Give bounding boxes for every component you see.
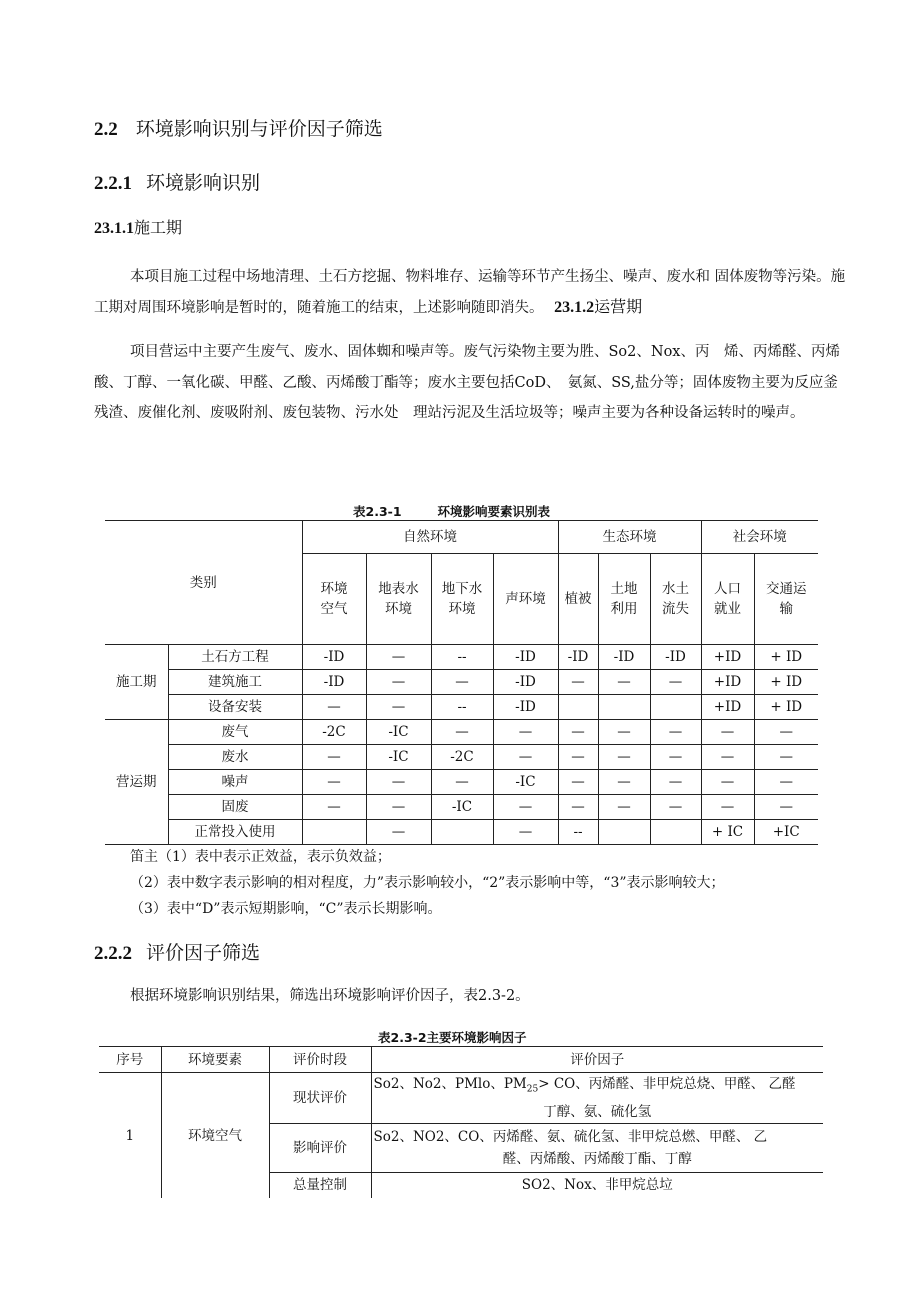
column-header: 序号 [99, 1047, 161, 1073]
table-cell: — [598, 745, 650, 770]
section-title: 环境影响识别与评价因子筛选 [135, 118, 383, 140]
table-cell: — [493, 820, 558, 845]
table-cell: -- [558, 820, 598, 845]
note-line: （2）表中数字表示影响的相对程度，力”表示影响较小，“2”表示影响中等，“3”表示影响较大； [130, 875, 725, 891]
table-cell: — [431, 770, 493, 795]
cell-text: 人口 [714, 581, 741, 597]
evaluation-period: 影响评价 [269, 1123, 371, 1172]
table-cell: + IC [701, 820, 754, 845]
table-cell [598, 820, 650, 845]
phase-label: 营运期 [105, 720, 168, 845]
header-row [99, 1047, 823, 1073]
table-cell: — [366, 695, 431, 720]
evaluation-factors: SO2、Nox、非甲烷总垃 [371, 1172, 823, 1198]
column-header [598, 554, 650, 645]
table-cell: -IC [366, 720, 431, 745]
table-cell: — [558, 745, 598, 770]
section-number: 23.1.1 [94, 220, 134, 237]
table-cell: -ID [598, 645, 650, 670]
table-cell: — [701, 795, 754, 820]
table-cell: — [650, 670, 701, 695]
table-cell: -ID [558, 645, 598, 670]
cell-text: So2、NO2、CO、丙烯醛、氨、硫化氢、非甲烷总燃、甲醛、 乙 [373, 1128, 768, 1145]
section-heading-2-2 [94, 114, 383, 141]
table-notes [130, 844, 850, 922]
table-cell: — [302, 795, 366, 820]
group-header: 社会环境 [701, 521, 818, 554]
table-row [105, 695, 818, 720]
table-cell: — [701, 720, 754, 745]
cell-text: 地下水 [441, 581, 483, 597]
table-cell: -IC [431, 795, 493, 820]
paragraph-screening: 根据环境影响识别结果，筛选出环境影响评价因子，表2.3-2。 [130, 988, 530, 1004]
table-row [99, 1073, 823, 1124]
cell-text: So2、No2、PMlo、PM [373, 1076, 527, 1092]
table-cell: + ID [754, 645, 818, 670]
paragraph-text: 项目营运中主要产生废气、废水、固体蜘和噪声等。废气污染物主要为胜、So2、Nox、丙 烯、丙烯醛、丙烯酸、丁醇、一氧化碳、甲醛、乙酸、丙烯酸丁酯等；废水主要包括CoD、 氨氮、SS,盐分等；固体废物主要为反应釜残渣、废催化剂、废吸附剂、废包装物、污水处 理站污泥及生活垃圾等；噪声主要为各种设备运转时的噪声。 [94, 344, 840, 421]
column-header [366, 554, 431, 645]
table-cell: -2C [302, 720, 366, 745]
cell-text: 丁醇、氨、硫化氢 [543, 1103, 652, 1120]
paragraph-operation [94, 337, 846, 429]
section-title: 评价因子筛选 [146, 942, 261, 964]
column-header: 评价因子 [371, 1047, 823, 1073]
table-cell: — [558, 770, 598, 795]
phase-label: 施工期 [105, 645, 168, 720]
row-item: 废气 [168, 720, 302, 745]
table-row [105, 670, 818, 695]
paragraph-construction [94, 262, 846, 323]
table-cell: +ID [701, 645, 754, 670]
row-index: 1 [99, 1073, 161, 1199]
table-cell: — [558, 720, 598, 745]
table-cell: — [598, 770, 650, 795]
table-cell: — [650, 770, 701, 795]
table-cell: + ID [754, 670, 818, 695]
cell-text: 流失 [662, 601, 689, 617]
cell-text: 环境 [448, 601, 476, 617]
column-header [493, 554, 558, 645]
table-cell: — [754, 745, 818, 770]
table-cell: — [701, 770, 754, 795]
table-cell: +ID [701, 695, 754, 720]
table-cell: — [431, 720, 493, 745]
cell-text: 醛、丙烯酸、丙烯酸丁酯、丁醇 [502, 1150, 692, 1167]
cell-text: 土地 [610, 581, 638, 597]
section-number: 2.2.2 [94, 943, 132, 964]
column-header [558, 554, 598, 645]
cell-text: 环境 [385, 601, 412, 617]
table-cell [650, 820, 701, 845]
table-cell: -ID [493, 670, 558, 695]
cell-text: 25 [526, 1084, 539, 1095]
evaluation-period: 现状评价 [269, 1073, 371, 1124]
table-cell: — [701, 745, 754, 770]
table-cell: — [366, 770, 431, 795]
table-cell: — [493, 795, 558, 820]
cell-text: 利用 [610, 601, 638, 617]
table-cell: — [598, 795, 650, 820]
column-header: 环境要素 [161, 1047, 269, 1073]
table-row [105, 645, 818, 670]
table-cell: — [493, 745, 558, 770]
table-row [105, 720, 818, 745]
table-cell [558, 695, 598, 720]
cell-text: 输 [779, 601, 793, 617]
table-row [105, 770, 818, 795]
row-item: 建筑施工 [168, 670, 302, 695]
row-item: 废水 [168, 745, 302, 770]
row-item: 设备安装 [168, 695, 302, 720]
table-cell: -- [431, 695, 493, 720]
table-cell: -IC [366, 745, 431, 770]
table-cell: — [302, 745, 366, 770]
inline-heading-number: 23.1.2 [554, 299, 595, 316]
row-item: 噪声 [168, 770, 302, 795]
note-line: 笛主（1）表中表示正效益，表示负效益； [130, 849, 391, 865]
table-cell [650, 695, 701, 720]
section-heading-23-1-1 [94, 215, 182, 238]
column-header [701, 554, 754, 645]
table-cell: — [493, 720, 558, 745]
section-heading-2-2-1 [94, 168, 260, 195]
table-cell [431, 820, 493, 845]
section-number: 2.2.1 [94, 173, 132, 194]
table-cell: — [558, 795, 598, 820]
table-cell: — [431, 670, 493, 695]
table-cell: + ID [754, 695, 818, 720]
row-item: 正常投入使用 [168, 820, 302, 845]
table-cell: -ID [302, 670, 366, 695]
section-number: 2.2 [94, 119, 118, 140]
table-cell: -- [431, 645, 493, 670]
caption-number: 表2.3-1 [353, 504, 402, 519]
table-caption: 表2.3-2主要环境影响因子 [378, 1030, 527, 1045]
table-cell: — [650, 745, 701, 770]
impact-identification-table [105, 520, 818, 845]
table-cell: — [598, 670, 650, 695]
table-row [105, 820, 818, 845]
cell-text: 植被 [564, 591, 592, 607]
table-cell: — [598, 720, 650, 745]
column-header [650, 554, 701, 645]
environment-element: 环境空气 [161, 1073, 269, 1199]
column-header: 评价时段 [269, 1047, 371, 1073]
table-cell: -ID [302, 645, 366, 670]
table-cell: — [302, 770, 366, 795]
cell-text: 环境 [320, 581, 348, 597]
section-heading-2-2-2 [94, 938, 260, 965]
evaluation-period: 总量控制 [269, 1172, 371, 1198]
cell-text: 声环境 [505, 591, 546, 607]
note-line: （3）表中“D”表示短期影响，“C”表示长期影响。 [130, 901, 442, 917]
paragraph-text: 本项目施工过程中场地清理、土石方挖掘、物料堆存、运输等环节产生扬尘、噪声、废水和 固体废物等污染。施工期对周围环境影响是暂时的，随着施工的结束，上述影响随即消失。 [94, 269, 846, 316]
row-item: 固废 [168, 795, 302, 820]
table-cell: -IC [493, 770, 558, 795]
section-title: 施工期 [134, 218, 183, 237]
table-cell: +IC [754, 820, 818, 845]
table-cell: — [650, 720, 701, 745]
table-cell: — [754, 795, 818, 820]
column-header [754, 554, 818, 645]
cell-text: 水土 [662, 581, 689, 597]
table-cell: — [754, 770, 818, 795]
row-item: 土石方工程 [168, 645, 302, 670]
table-cell: — [754, 720, 818, 745]
evaluation-factors [371, 1123, 823, 1172]
inline-heading-title: 运营期 [594, 297, 643, 316]
caption-title: 环境影响要素识别表 [437, 504, 551, 519]
table-cell: — [302, 695, 366, 720]
cell-text: 空气 [320, 601, 348, 617]
section-title: 环境影响识别 [146, 172, 261, 194]
table-cell: +ID [701, 670, 754, 695]
cell-text: 交通运 [766, 581, 807, 597]
table-cell: — [558, 670, 598, 695]
table-cell: -ID [493, 695, 558, 720]
table-caption [353, 502, 550, 520]
table-cell: — [366, 645, 431, 670]
group-header: 生态环境 [558, 521, 701, 554]
table-cell: — [650, 795, 701, 820]
table-cell: -2C [431, 745, 493, 770]
cell-text: 地表水 [378, 581, 419, 597]
table-cell: -ID [650, 645, 701, 670]
impact-factor-table [99, 1046, 823, 1198]
table-cell: — [366, 670, 431, 695]
table-cell: — [366, 820, 431, 845]
evaluation-factors [371, 1073, 823, 1124]
column-header [302, 554, 366, 645]
table-cell [598, 695, 650, 720]
cell-text: > CO、丙烯醛、非甲烷总烧、甲醛、 乙醛 [538, 1076, 796, 1092]
column-header [431, 554, 493, 645]
table-cell: — [366, 795, 431, 820]
table-row [105, 795, 818, 820]
table-cell [302, 820, 366, 845]
group-header: 自然环境 [302, 521, 558, 554]
cell-text: 就业 [714, 601, 741, 617]
category-header: 类别 [105, 521, 302, 645]
table-cell: -ID [493, 645, 558, 670]
table-row [105, 745, 818, 770]
